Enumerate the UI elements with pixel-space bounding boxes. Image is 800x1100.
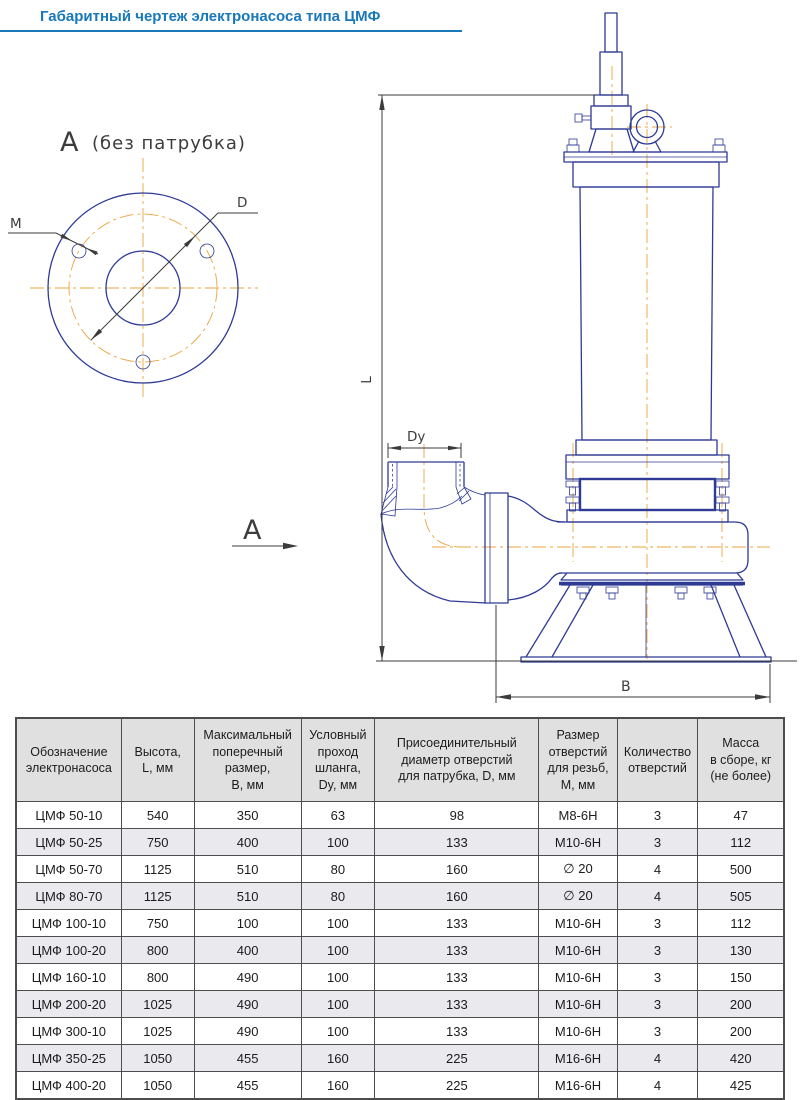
table-cell: 225 <box>375 1045 539 1072</box>
table-cell: ЦМФ 50-70 <box>16 856 121 883</box>
table-cell: М10-6Н <box>539 991 617 1018</box>
table-row <box>16 964 784 991</box>
table-cell: 1025 <box>121 991 194 1018</box>
table-cell: 4 <box>617 856 698 883</box>
table-cell: 133 <box>375 829 539 856</box>
table-row <box>16 1072 784 1100</box>
table-row <box>16 937 784 964</box>
spec-table-container <box>15 717 785 1100</box>
table-cell: 4 <box>617 1045 698 1072</box>
page-title: Габаритный чертеж электронасоса типа ЦМФ <box>0 6 462 32</box>
d-label: D <box>237 195 248 211</box>
table-cell: 133 <box>375 937 539 964</box>
table-cell: 200 <box>698 1018 784 1045</box>
table-cell: 100 <box>194 910 301 937</box>
table-row <box>16 910 784 937</box>
table-cell: 490 <box>194 964 301 991</box>
view-a-label-letter: А <box>60 127 79 158</box>
col-thread-size: Размер отверстий для резьб, М, мм <box>539 718 617 802</box>
table-cell: 130 <box>698 937 784 964</box>
table-cell: ЦМФ 160-10 <box>16 964 121 991</box>
table-cell: 1025 <box>121 1018 194 1045</box>
table-cell: 160 <box>301 1072 375 1100</box>
table-cell: 100 <box>301 964 375 991</box>
col-max-size: Максимальный поперечный размер, В, мм <box>194 718 301 802</box>
table-cell: 3 <box>617 1018 698 1045</box>
table-cell: 3 <box>617 910 698 937</box>
table-cell: 4 <box>617 883 698 910</box>
table-row <box>16 802 784 829</box>
col-hole-count: Количество отверстий <box>617 718 698 802</box>
table-cell: 400 <box>194 829 301 856</box>
table-cell: 3 <box>617 802 698 829</box>
l-label: L <box>359 376 375 384</box>
table-cell: М16-6Н <box>539 1045 617 1072</box>
section-view-arrow <box>232 515 298 549</box>
stand <box>521 585 771 662</box>
table-cell: 200 <box>698 991 784 1018</box>
discharge-elbow <box>381 462 565 603</box>
table-row <box>16 829 784 856</box>
clamp-ring <box>580 479 715 510</box>
col-conn-diameter: Присоединительный диаметр отверстий для патрубка, D, мм <box>375 718 539 802</box>
table-cell: 63 <box>301 802 375 829</box>
table-cell: ЦМФ 200-20 <box>16 991 121 1018</box>
dimension-L <box>359 95 596 661</box>
table-cell: 133 <box>375 964 539 991</box>
volute-casing <box>557 522 748 573</box>
table-cell: 225 <box>375 1072 539 1100</box>
table-cell: 3 <box>617 829 698 856</box>
gland-side-bolt <box>575 114 582 122</box>
dimension-M <box>8 216 98 255</box>
table-row <box>16 991 784 1018</box>
table-cell: М10-6Н <box>539 1018 617 1045</box>
table-cell: 3 <box>617 991 698 1018</box>
table-row <box>16 883 784 910</box>
table-cell: ЦМФ 300-10 <box>16 1018 121 1045</box>
table-cell: 80 <box>301 856 375 883</box>
table-cell: 133 <box>375 991 539 1018</box>
table-cell: 4 <box>617 1072 698 1100</box>
table-cell: ЦМФ 100-10 <box>16 910 121 937</box>
motor-casing <box>580 187 713 440</box>
table-row <box>16 1045 784 1072</box>
table-cell: 505 <box>698 883 784 910</box>
table-cell: М10-6Н <box>539 910 617 937</box>
pump-side-view <box>381 13 771 662</box>
col-hose-bore: Условный проход шланга, Dy, мм <box>301 718 375 802</box>
table-cell: 800 <box>121 964 194 991</box>
table-cell: 47 <box>698 802 784 829</box>
table-cell: 800 <box>121 937 194 964</box>
table-cell: М8-6Н <box>539 802 617 829</box>
table-cell: 112 <box>698 829 784 856</box>
table-cell: 100 <box>301 829 375 856</box>
table-cell: 490 <box>194 1018 301 1045</box>
table-cell: 112 <box>698 910 784 937</box>
table-cell: 160 <box>375 856 539 883</box>
table-cell: 510 <box>194 856 301 883</box>
m-label: М <box>10 216 22 232</box>
table-cell: 133 <box>375 910 539 937</box>
spec-table <box>15 717 785 1100</box>
table-cell: 160 <box>301 1045 375 1072</box>
table-cell: М10-6Н <box>539 964 617 991</box>
table-cell: ∅ 20 <box>539 856 617 883</box>
clamp-bolts <box>566 481 729 511</box>
table-cell: 490 <box>194 991 301 1018</box>
table-cell: ЦМФ 50-10 <box>16 802 121 829</box>
table-cell: 750 <box>121 829 194 856</box>
table-cell: М16-6Н <box>539 1072 617 1100</box>
view-a-label-text: (без патрубка) <box>92 133 246 154</box>
table-cell: 1050 <box>121 1072 194 1100</box>
b-label: В <box>621 679 631 695</box>
table-cell: 100 <box>301 991 375 1018</box>
stand-bolts <box>577 587 716 599</box>
table-cell: 1125 <box>121 883 194 910</box>
table-cell: 400 <box>194 937 301 964</box>
table-cell: 160 <box>375 883 539 910</box>
table-cell: 150 <box>698 964 784 991</box>
table-cell: 100 <box>301 1018 375 1045</box>
table-cell: 98 <box>375 802 539 829</box>
table-cell: 425 <box>698 1072 784 1100</box>
dimension-B <box>496 605 770 703</box>
table-cell: М10-6Н <box>539 937 617 964</box>
col-designation: Обозначение электронасоса <box>16 718 121 802</box>
table-cell: ЦМФ 100-20 <box>16 937 121 964</box>
table-cell: М10-6Н <box>539 829 617 856</box>
table-cell: 3 <box>617 937 698 964</box>
table-cell: ЦМФ 350-25 <box>16 1045 121 1072</box>
table-cell: 420 <box>698 1045 784 1072</box>
table-cell: ЦМФ 50-25 <box>16 829 121 856</box>
flange-top-view <box>8 127 258 400</box>
table-row <box>16 1018 784 1045</box>
col-mass: Масса в сборе, кг (не более) <box>698 718 784 802</box>
table-cell: 1050 <box>121 1045 194 1072</box>
spec-table-body <box>16 802 784 1100</box>
table-cell: 80 <box>301 883 375 910</box>
table-cell: 500 <box>698 856 784 883</box>
section-a-label: А <box>243 515 262 546</box>
table-cell: ЦМФ 400-20 <box>16 1072 121 1100</box>
table-row <box>16 856 784 883</box>
table-cell: 100 <box>301 910 375 937</box>
table-cell: ЦМФ 80-70 <box>16 883 121 910</box>
header-row <box>16 718 784 802</box>
col-height: Высота, L, мм <box>121 718 194 802</box>
table-cell: 455 <box>194 1072 301 1100</box>
table-cell: 350 <box>194 802 301 829</box>
table-cell: 133 <box>375 1018 539 1045</box>
table-cell: 510 <box>194 883 301 910</box>
table-cell: 3 <box>617 964 698 991</box>
table-cell: ∅ 20 <box>539 883 617 910</box>
table-cell: 540 <box>121 802 194 829</box>
table-cell: 455 <box>194 1045 301 1072</box>
table-cell: 750 <box>121 910 194 937</box>
table-cell: 1125 <box>121 856 194 883</box>
dy-label: Dy <box>407 429 426 445</box>
dimension-Dy <box>388 429 461 458</box>
table-cell: 100 <box>301 937 375 964</box>
